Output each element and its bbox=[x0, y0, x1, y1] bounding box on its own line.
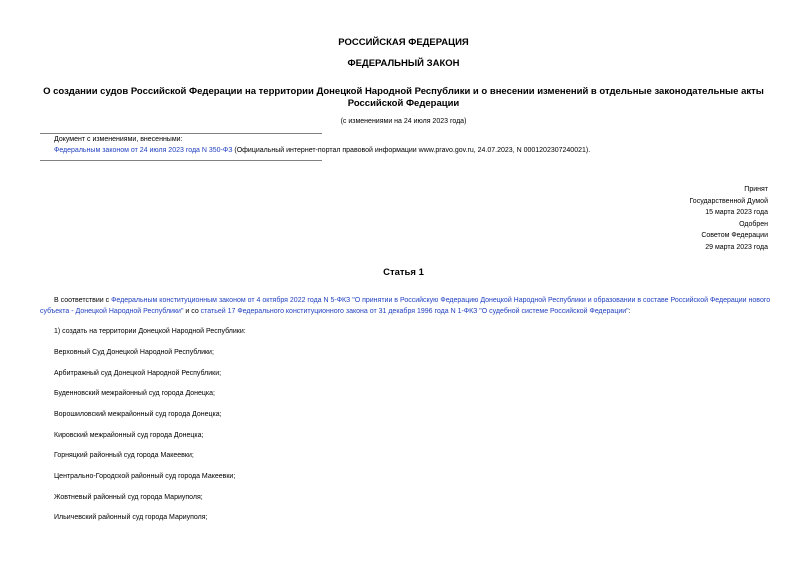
list-item: Ильичевский районный суд города Мариуполя; bbox=[54, 514, 208, 521]
adoption-duma-date: 15 марта 2023 года bbox=[705, 209, 768, 216]
list-item: Центрально-Городской районный суд города Макеевки; bbox=[54, 473, 236, 480]
law-title: О создании судов Российской Федерации на территории Донецкой Народной Республики и о внесении изменений в отдельные законодательные акты Российской Федерации bbox=[43, 86, 764, 109]
amendment-law-link[interactable]: Федеральным законом от 24 июля 2023 года N 350-ФЗ bbox=[54, 147, 233, 154]
amendments-bottom-divider bbox=[40, 160, 322, 161]
list-item: 1) создать на территории Донецкой Народной Республики: bbox=[54, 328, 246, 335]
adoption-council-date: 29 марта 2023 года bbox=[705, 243, 768, 251]
constitutional-law-link[interactable]: Федеральным конституционным законом от 4 октября 2022 года N 5-ФКЗ "О принятии в Российскую Федерацию Донецкой Народной Республики и образовании в составе Российской Федерации нового субъекта - Донецкой Народной Республики" bbox=[40, 297, 771, 315]
paragraph-start: В соответствии с bbox=[54, 297, 112, 304]
judicial-system-law-link[interactable]: статьей 17 Федерального конституционного закона от 31 декабря 1996 года N 1-ФКЗ "О судебной системе Российской Федерации" bbox=[200, 307, 629, 315]
list-item: Ворошиловский межрайонный суд города Донецка; bbox=[54, 411, 222, 418]
list-item: Жовтневый районный суд города Мариуполя; bbox=[54, 494, 203, 501]
law-type-heading: ФЕДЕРАЛЬНЫЙ ЗАКОН bbox=[347, 58, 460, 69]
adoption-accepted: Принят bbox=[744, 186, 768, 193]
paragraph-mid: и со bbox=[183, 307, 201, 315]
adoption-block bbox=[689, 184, 768, 253]
list-item: Горняцкий районный суд города Макеевки; bbox=[54, 452, 194, 459]
amendments-intro: Документ с изменениями, внесенными: bbox=[54, 136, 183, 143]
revision-note: (с изменениями на 24 июля 2023 года) bbox=[340, 118, 467, 125]
adoption-approved: Одобрен bbox=[739, 220, 768, 228]
article-heading: Статья 1 bbox=[383, 267, 424, 278]
amendment-source: (Официальный интернет-портал правовой информации www.pravo.gov.ru, 24.07.2023, N 0001202307240021). bbox=[232, 147, 591, 154]
adoption-duma: Государственной Думой bbox=[689, 197, 768, 205]
article-paragraph bbox=[40, 296, 772, 317]
list-item: Верховный Суд Донецкой Народной Республики; bbox=[54, 349, 214, 356]
list-item: Кировский межрайонный суд города Донецка; bbox=[54, 432, 204, 439]
adoption-council: Советом Федерации bbox=[701, 232, 768, 239]
paragraph-end: : bbox=[628, 307, 631, 315]
list-item: Арбитражный суд Донецкой Народной Республики; bbox=[54, 370, 222, 377]
list-item: Буденновский межрайонный суд города Донецка; bbox=[54, 390, 215, 397]
amendments-line bbox=[54, 145, 590, 156]
country-heading: РОССИЙСКАЯ ФЕДЕРАЦИЯ bbox=[338, 37, 469, 48]
